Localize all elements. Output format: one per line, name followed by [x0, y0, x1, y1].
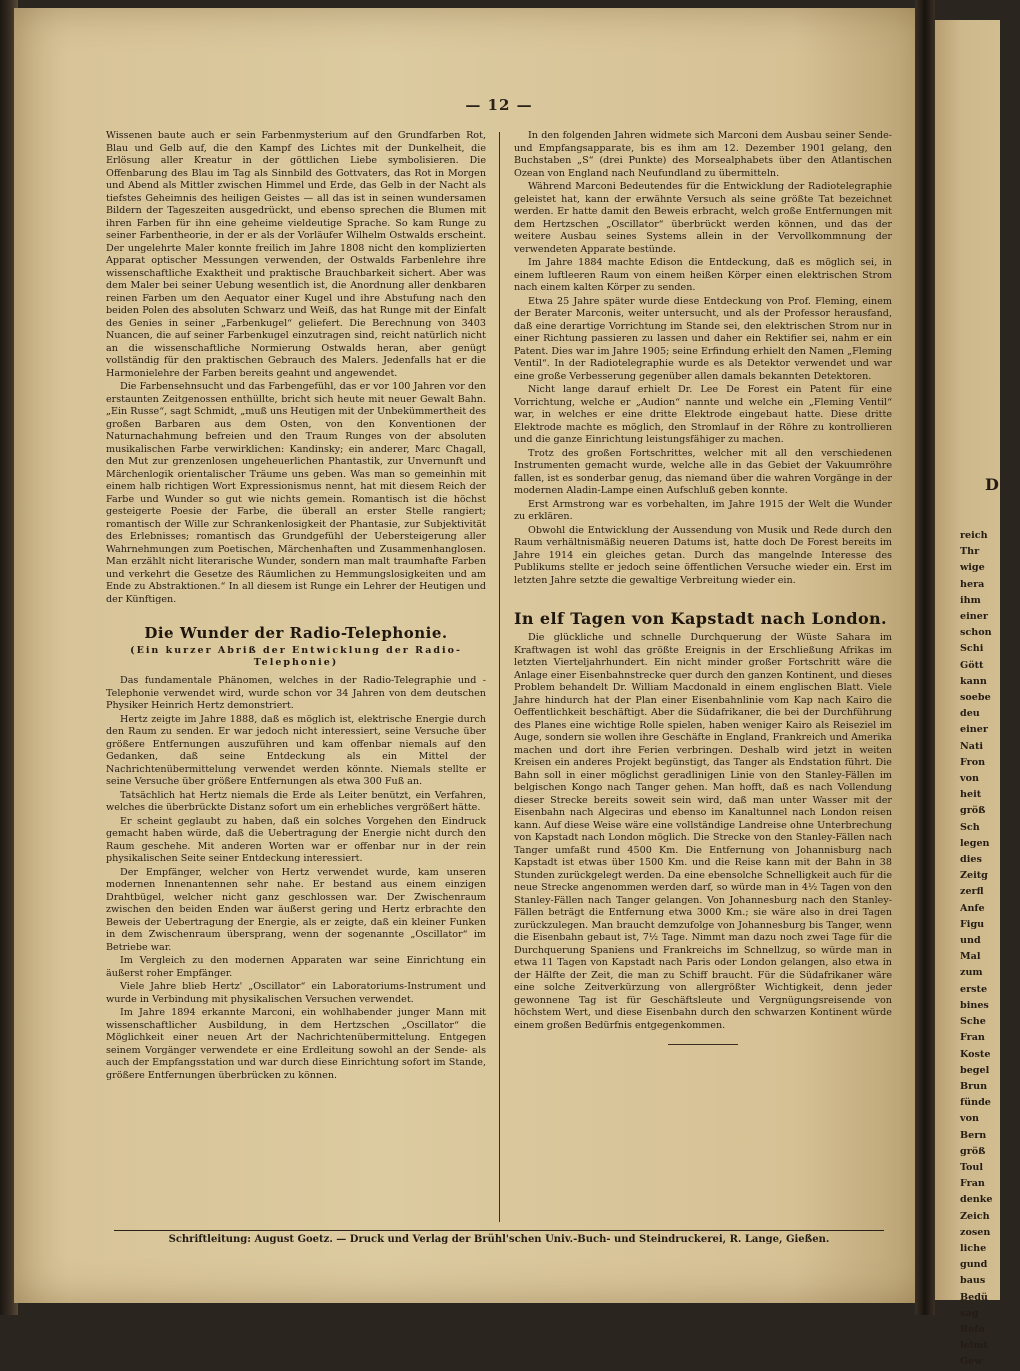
adjacent-page-line: Figu — [960, 918, 985, 930]
adjacent-page-line: gund — [960, 1259, 988, 1271]
adjacent-page-line: Zeich — [960, 1210, 990, 1222]
adjacent-page-line: hera — [960, 578, 985, 590]
adjacent-page-line: dies — [960, 854, 982, 866]
right-paragraph: Obwohl die Entwicklung der Aussendung von Musik und Rede durch den Raum verhältnismäßig neueren Datums ist, hatte doch De Forest bereits im Jahre 1914 ein gleiches getan. Durch das mangelnde Interesse des Publikums stellte er jedoch seine öffentlichen Versuche wieder ein. Erst im letzten Jahre setzte die gewaltige Verbreitung wieder ein. — [514, 524, 892, 586]
adjacent-page-line: Anfe — [960, 902, 985, 914]
adjacent-page-line: reich — [960, 530, 988, 541]
adjacent-page-line: von — [960, 1113, 979, 1125]
article-paragraph: Die glückliche und schnelle Durchquerung der Wüste Sahara im Kraftwagen ist wohl das größte Ereignis in der Erschließung Afrikas im letzten Vierteljahrhundert. Ein nicht minder großer Fortschritt wäre die Anlage einer Eisenbahnstrecke quer durch den ganzen Kontinent, und dieses Problem behandelt Dr. William Macdonald in einem englischen Blatt. Viele Jahre hindurch hat der Plan einer Eisenbahnlinie vom Kap nach Kairo die Oeffentlichkeit beschäftigt. Aber die Südafrikaner, die bei der Durchführung des Planes eine wichtige Rolle spielen, haben weniger Kairo als Reiseziel im Auge, sondern sie wollen ihre Geschäfte in England, Frankreich und Amerika machen und dort ihre Ferien verbringen. Deshalb wird jetzt in weiten Kreisen ein anderes Projekt begünstigt, das Tanger als Endstation führt. Die Bahn soll in einer möglichst geradlinigen Linie von den Stanley-Fällen im belgischen Kongo nach Tanger gehen. Man hofft, daß es nach Vollendung dieser Strecke bereits soweit sein wird, daß man unter Wasser mit der Eisenbahn nach Algeciras und ebenso im Kanaltunnel nach London reisen kann. Auf diese Weise wäre eine vollständige Landreise ohne Unterbrechung von Kapstadt nach London möglich. Die Strecke von den Stanley-Fällen nach Tanger umfaßt rund 4500 Km. Die Entfernung von Johannisburg nach Kapstadt ist etwas über 1500 Km. und die Reise kann mit der Bahn in 38 Stunden zurückgelegt werden. Da eine ebensolche Schnelligkeit auch für die neue Strecke angenommen werden darf, so würde man in 4½ Tagen von den Stanley-Fällen nach Tanger gelangen. Von Johannesburg nach den Stanley-Fällen beträgt die Entfernung etwa 3000 Km.; sie wäre also in drei Tagen zurückzulegen. Man braucht demzufolge von Johannesburg bis Tanger, wenn die Eisenbahn gebaut ist, 7½ Tage. Nimmt man dazu noch zwei Tage für die Durchquerung Spaniens und Frankreichs im Schnellzug, so würde man in etwa 11 Tagen von Kapstadt nach Paris oder London gelangen, also etwa in der Hälfte der Zeit, die man zu Schiff braucht. Für die Südafrikaner wäre eine solche Zeitverkürzung von allergrößter Wichtigkeit, denn jeder gewonnene Tag ist für Geschäftsleute und Vergnügungsreisende von höchstem Wert, und diese Eisenbahn durch den schwarzen Kontinent würde einem großen Bedürfnis entgegenkommen. — [514, 632, 892, 1031]
page-number: — 12 — — [465, 96, 533, 114]
adjacent-page-line: einer — [960, 611, 988, 623]
footer-imprint: Schriftleitung: August Goetz. — Druck und Verlag der Brühl'schen Univ.-Buch- und Steindruckerei, R. Lange, Gießen. — [168, 1234, 830, 1245]
column-divider — [499, 132, 500, 1222]
article-paragraph: Viele Jahre blieb Hertz' „Oscillator“ ein Laboratoriums-Instrument und wurde in Verbindung mit physikalischen Versuchen verwendet. — [106, 981, 486, 1005]
adjacent-page-line: Nati — [960, 740, 984, 752]
right-column — [514, 130, 892, 1055]
adjacent-page-line: heit — [960, 789, 982, 801]
end-rule — [668, 1044, 738, 1045]
adjacent-page-line: Brun — [960, 1080, 988, 1092]
adjacent-page-line: Zeitg — [960, 870, 988, 882]
adjacent-page-line: Gött — [960, 659, 984, 671]
adjacent-page-line: bines — [960, 999, 989, 1011]
adjacent-page-line: Sch — [960, 821, 980, 833]
article-paragraph: Das fundamentale Phänomen, welches in der Radio-Telegraphie und -Telephonie verwendet wird, wurde schon vor 34 Jahren von dem deutschen Physiker Heinrich Hertz demonstriert. — [106, 675, 486, 711]
adjacent-page-line: Gew — [960, 1356, 983, 1368]
article-paragraph: Tatsächlich hat Hertz niemals die Erde als Leiter benützt, ein Verfahren, welches die überbrückte Distanz sofort um ein erhebliches vergrößert hätte. — [106, 789, 486, 813]
right-paragraph: Trotz des großen Fortschrittes, welcher mit all den verschiedenen Instrumenten gemacht wurde, welche alle in das Gebiet der Vakuumröhre fallen, ist es sonderbar genug, das niemand über die wahren Vorgänge in der modernen Aladin-Lampe einen Aufschluß geben konnte. — [514, 447, 892, 496]
adjacent-page-line: Bern — [960, 1129, 987, 1141]
article-paragraph: Er scheint geglaubt zu haben, daß ein solches Vorgehen den Eindruck gemacht haben würde, daß die Uebertragung der Energie nicht durch den Raum geschehe. Mit anderen Worten war er offenbar nur in der rein physikalischen Seite seiner Entdeckung interessiert. — [106, 815, 486, 864]
adjacent-page-line: größ — [960, 805, 986, 817]
book-gutter — [915, 0, 935, 1315]
article-paragraph: Im Jahre 1894 erkannte Marconi, ein wohlhabender junger Mann mit wissenschaftlicher Ausbildung, in dem Hertzschen „Oscillator“ die Möglichkeit einer neuen Art der Nachrichtenübermittelung. Entgegen seinem Vorgänger verwendete er eine Erdleitung sowohl an der Sende- als auch der Empfangsstation und war durch diese Einrichtung sofort im Stande, größere Entfernungen überbrücken zu können. — [106, 1007, 486, 1081]
article-paragraph: Hertz zeigte im Jahre 1888, daß es möglich ist, elektrische Energie durch den Raum zu senden. Er war jedoch nicht interessiert, seine Versuche über größere Entfernungen auszuführen und kam offenbar niemals auf den Gedanken, daß seine Entdeckung als ein Mittel der Nachrichtenübermittelung verwendet werden könnte. Niemals stellte er seine Versuche über größere Entfernungen als etwa 300 Fuß an. — [106, 713, 486, 787]
adjacent-page-line: kann — [960, 675, 987, 687]
right-paragraph: In den folgenden Jahren widmete sich Marconi dem Ausbau seiner Sende- und Empfangsapparate, bis es ihm am 12. Dezember 1901 gelang, den Buchstaben „S“ (drei Punkte) des Morsealphabets über den Atlantischen Ozean von England nach Neufundland zu übermitteln. — [514, 130, 892, 179]
adjacent-page-line: einer — [960, 724, 988, 736]
adjacent-page-line: Bedü — [960, 1291, 988, 1303]
adjacent-page-line: deu — [960, 708, 980, 720]
adjacent-page-line: leimt — [960, 1340, 988, 1352]
right-paragraph: Nicht lange darauf erhielt Dr. Lee De Forest ein Patent für eine Vorrichtung, welche er „Audion“ nannte und welche ein „Fleming Ventil“ war, in welches er eine dritte Elektrode eingebaut hatte. Diese dritte Elektrode machte es möglich, den Stromlauf in der Röhre zu kontrollieren und die ganze Einrichtung leistungsfähiger zu machen. — [514, 384, 892, 445]
adjacent-page-line: Koste — [960, 1048, 991, 1060]
adjacent-page-line: Befo — [960, 1323, 985, 1335]
adjacent-page-line: baus — [960, 1275, 986, 1287]
left-paragraph: Wissenen baute auch er sein Farbenmysterium auf den Grundfarben Rot, Blau und Gelb auf, die den Kampf des Lichtes mit der Dunkelheit, die Erlösung aller Kreatur in der göttlichen Liebe symbolisieren. Die Offenbarung des Blau im Tag als Sinnbild des Gottvaters, das Rot in Morgen und Abend als Mittler zwischen Himmel und Erde, das Gelb in der Nacht als tiefstes Geheimnis des heiligen Geistes — all das ist in seinen wundersamen Bildern der Tageszeiten ausgedrückt, und ebenso sprechen die Blumen mit ihren Farben für ihn eine geheime vieldeutige Sprache. So kam Runge zu seiner Farbentheorie, in der er als der Vorläufer Wilhelm Ostwalds erscheint. Der ungelehrte Maler konnte freilich im Jahre 1808 nicht den komplizierten Apparat optischer Messungen verwenden, der Ostwalds Farbenlehre ihre wissenschaftliche Exaktheit und praktische Brauchbarkeit sichert. Aber was dem Maler bei seiner Uebung wesentlich ist, die Anordnung aller denkbaren reinen Farben um den Aequator einer Kugel und ihre Abstufung nach den beiden Polen des absoluten Schwarz und Weiß, das hat Runge mit der Einfalt des Genies in seiner „Farbenkugel“ geliefert. Die Berechnung von 3403 Nuancen, die auf seiner Farbenkugel einzutragen sind, reicht natürlich nicht an die wissenschaftliche Normierung Ostwalds heran, aber genügt vollständig für den praktischen Gebrauch des Malers. Jedenfalls hat er die Harmonielehre der Farben bereits geahnt und angewendet. — [106, 130, 486, 379]
adjacent-page-line: Thr — [960, 546, 980, 558]
adjacent-page-line: Sche — [960, 1016, 986, 1028]
right-paragraph: Im Jahre 1884 machte Edison die Entdeckung, daß es möglich sei, in einem luftleeren Raum von einem heißen Körper einen elektrischen Strom nach einem kalten Körper zu senden. — [514, 257, 892, 293]
adjacent-page-line: Toul — [960, 1161, 984, 1173]
adjacent-page-line: begel — [960, 1064, 990, 1076]
adjacent-page-line: von — [960, 773, 979, 785]
adjacent-page-edge — [935, 20, 1000, 1368]
adjacent-page-column — [960, 528, 1020, 1371]
adjacent-page-line: soebe — [960, 692, 991, 704]
adjacent-page-line: Fran — [960, 1032, 985, 1044]
right-paragraph: Etwa 25 Jahre später wurde diese Entdeckung von Prof. Fleming, einem der Berater Marconis, weiter untersucht, und als der Professor herausfand, daß eine derartige Vorrichtung im Stande sei, den elektrischen Strom nur in einer Richtung passieren zu lassen und daher ein Rektifier sei, nahm er ein Patent. Dies war im Jahre 1905; seine Erfindung erhielt den Namen „Fleming Ventil“. In der Radiotelegraphie wurde es als Detektor verwendet und war eine große Verbesserung gegenüber allen damals bekannten Detektoren. — [514, 295, 892, 382]
adjacent-page-line: erste — [960, 983, 988, 995]
adjacent-page-line: Schi — [960, 643, 984, 655]
article-subtitle-radio: (Ein kurzer Abriß der Entwicklung der Radio-Telephonie) — [130, 645, 462, 668]
adjacent-page-line: größ — [960, 1145, 986, 1157]
right-paragraph: Während Marconi Bedeutendes für die Entwicklung der Radiotelegraphie geleistet hat, kann der erwähnte Versuch als seine größte Tat bezeichnet werden. Er hatte damit den Beweis erbracht, welch große Entfernungen mit dem Hertzschen „Oscillator“ überbrückt werden können, und das der weitere Ausbau seines Systems allein in der Vervollkommnung der verwendeten Apparate bestünde. — [514, 181, 892, 255]
article-title-kapstadt: In elf Tagen von Kapstadt nach London. — [514, 609, 888, 628]
article-title-radio: Die Wunder der Radio-Telephonie. — [144, 624, 448, 642]
adjacent-page-heading: D — [985, 475, 999, 494]
adjacent-page-line: fünde — [960, 1097, 991, 1109]
adjacent-page-line: schon — [960, 627, 992, 639]
adjacent-page-line: zum — [960, 967, 983, 979]
article-paragraph: Der Empfänger, welcher von Hertz verwendet wurde, kam unseren modernen Innenantennen sehr nahe. Er bestand aus einem einzigen Drahtbügel, welcher nicht ganz geschlossen war. Der Zwischenraum zwischen den beiden Enden war äußerst gering und Hertz erbrachte den Beweis der Uebertragung der Energie, als er zeigte, daß ein kleiner Funken in dem Zwischenraum übersprang, wenn der sogenannte „Oscillator“ im Betriebe war. — [106, 866, 486, 953]
adjacent-page-line: Fron — [960, 756, 986, 768]
article-paragraph: Im Vergleich zu den modernen Apparaten war seine Einrichtung ein äußerst roher Empfänger. — [106, 955, 486, 979]
adjacent-page-line: Mal — [960, 951, 981, 963]
adjacent-page-line: ihm — [960, 594, 981, 606]
adjacent-page-line: Fran — [960, 1178, 985, 1190]
adjacent-page-line: legen — [960, 837, 990, 849]
newspaper-page — [14, 8, 929, 1303]
right-paragraph: Erst Armstrong war es vorbehalten, im Jahre 1915 der Welt die Wunder zu erklären. — [514, 498, 892, 522]
adjacent-page-line: zosen — [960, 1226, 991, 1238]
adjacent-page-line: sag — [960, 1307, 979, 1319]
adjacent-page-line: denke — [960, 1194, 993, 1206]
adjacent-page-line: wige — [960, 562, 985, 574]
adjacent-page-line: liche — [960, 1242, 987, 1254]
left-paragraph: Die Farbensehnsucht und das Farbengefühl, das er vor 100 Jahren vor den erstaunten Zeitgenossen enthüllte, bricht sich heute mit neuer Gewalt Bahn. „Ein Russe“, sagt Schmidt, „muß uns Heutigen mit der Unbekümmertheit des großen Barbaren aus dem Osten, von den Konventionen der Naturnachahmung befreien und den Traum Runges von der absoluten musikalischen Farbe verwirklichen: Kandinsky; ein anderer, Marc Chagall, den Mut zur grenzenlosen ungeheuerlichen Phantastik, zur Unvernunft und Märchenlogik orientalischer Träume uns geben. Was man so gemeinhin mit einem halb richtigen Wort Expressionismus nennt, hat mit diesem Reich der Farbe und Wunder so gut wie nichts gemein. Romantisch ist die höchst gesteigerte Poesie der Farbe, die überall an erster Stelle rangiert; romantisch der Wille zur Schrankenlosigkeit der Phantasie, zur Subjektivität des Erlebnisses; romantisch das Grundgefühl der Uebersteigerung aller Wahrnehmungen zum Poetischen, Märchenhaften und Zusammenhanglosen. Man erzählt nicht literarische Wunder, sondern man malt traumhafte Farben und verkehrt die Gesetze des Räumlichen zu Hemmungslosigkeiten und am Ende zu Abstraktionen.“ In all diesem ist Runge ein Lehrer der Heutigen und der Künftigen. — [106, 381, 486, 605]
left-column — [106, 130, 486, 1083]
adjacent-page-line: und — [960, 935, 981, 947]
footer-rule — [114, 1230, 884, 1231]
adjacent-page-line: zerfl — [960, 886, 984, 898]
